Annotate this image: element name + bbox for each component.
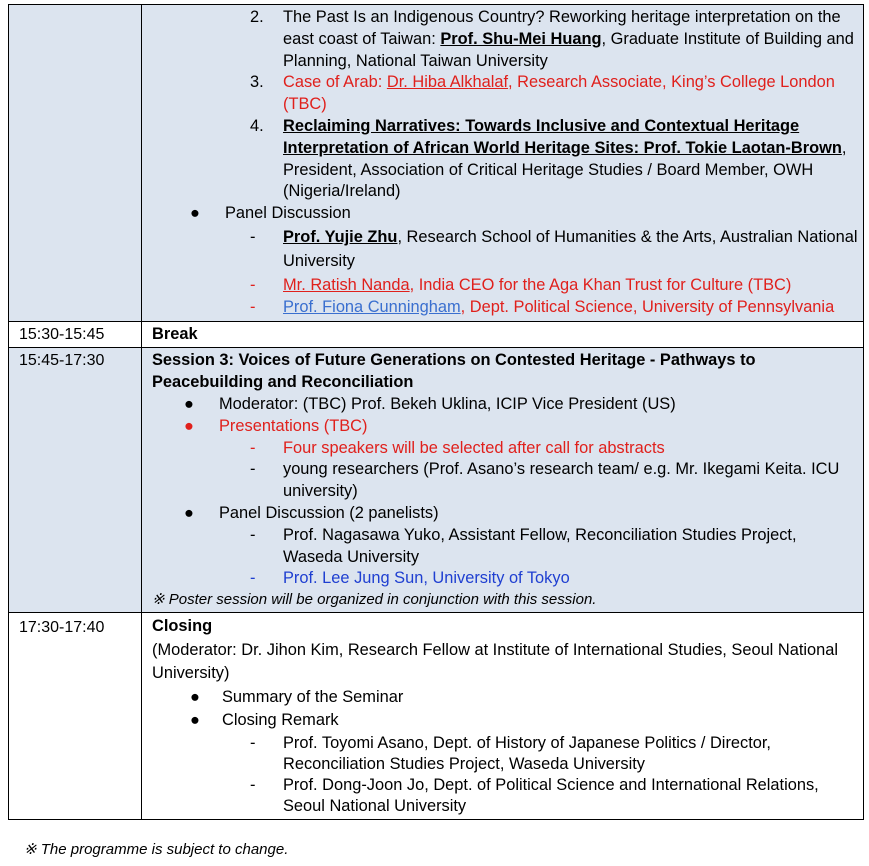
- time-cell: [9, 5, 142, 322]
- speaker-affiliation: , President, Association of Critical Heritage Studies / Board Member, OWH (Nigeria/Ireland): [283, 138, 847, 201]
- bullet-glyph: ●: [184, 416, 194, 435]
- panelist-affiliation: , Research School of Humanities & the Arts, Australian National University: [283, 227, 858, 270]
- dash-glyph: -: [250, 525, 256, 544]
- moderator-item: [152, 394, 859, 416]
- bullet-glyph: ●: [184, 394, 194, 413]
- dash-glyph: -: [250, 297, 256, 316]
- moderator-text: (Moderator: Dr. Jihon Kim, Research Fellow at Institute of International Studies, Seoul National University): [152, 640, 839, 683]
- panelist-item: [152, 275, 859, 297]
- panel-item: [152, 503, 859, 525]
- panelist-text: Prof. Lee Jung Sun, University of Tokyo: [283, 569, 570, 588]
- list-item: [152, 7, 859, 72]
- moderator-text: Moderator: (TBC) Prof. Bekeh Uklina, ICIP Vice President (US): [219, 394, 676, 413]
- poster-note: ※ Poster session will be organized in conjunction with this session.: [152, 591, 597, 609]
- panelist-name: Mr. Ratish Nanda: [283, 275, 410, 294]
- dash-glyph: -: [250, 227, 256, 246]
- panelist-item: [152, 297, 859, 319]
- bullet-glyph: ●: [190, 687, 200, 706]
- panelist-item: [152, 225, 859, 273]
- dash-glyph: -: [250, 460, 256, 479]
- closing-bullet: [152, 686, 859, 710]
- dash-glyph: -: [250, 438, 256, 457]
- panelist-text: Prof. Nagasawa Yuko, Assistant Fellow, Reconciliation Studies Project, Waseda University: [283, 525, 797, 566]
- presentations-text: Presentations (TBC): [219, 416, 368, 435]
- remark-item: [152, 733, 859, 775]
- presentation-sub-item: [152, 459, 859, 503]
- speaker-affiliation: , Graduate Institute of Building and Planning, National Taiwan University: [283, 29, 854, 70]
- list-item: [152, 72, 859, 116]
- item-title: Case of Arab:: [283, 73, 387, 92]
- sub-item-text: young researchers (Prof. Asano’s research team/ e.g. Mr. Ikegami Keita. ICU university): [283, 460, 840, 501]
- table-row: [9, 348, 864, 613]
- panel-label: Panel Discussion: [225, 204, 351, 223]
- time-cell: 17:30-17:40: [9, 613, 142, 820]
- closing-bullet: [152, 709, 859, 733]
- presentation-sub-item: [152, 438, 859, 460]
- dash-glyph: -: [250, 733, 256, 752]
- remark-text: Prof. Dong-Joon Jo, Dept. of Political Science and International Relations, Seoul National University: [283, 775, 819, 815]
- session-title: Break: [142, 321, 864, 348]
- programme-table: [8, 4, 864, 820]
- speaker-name: Prof. Shu-Mei Huang: [440, 29, 602, 48]
- list-item: [152, 116, 859, 203]
- panelist-name: Prof. Yujie Zhu: [283, 227, 398, 246]
- speaker-name: Dr. Hiba Alkhalaf: [386, 73, 509, 92]
- item-title: Reclaiming Narratives: Towards Inclusive and Contextual Heritage Interpretation of African World Heritage Sites: Prof. Tokie Laotan-Brown: [283, 116, 842, 157]
- session-title: Session 3: Voices of Future Generations on Contested Heritage - Pathways to Peacebuilding and Reconciliation: [152, 351, 756, 392]
- panelist-affiliation: , Dept. Political Science, University of Pennsylvania: [460, 297, 835, 316]
- content-cell: [142, 5, 864, 322]
- remark-item: [152, 775, 859, 817]
- panelist-affiliation: , India CEO for the Aga Khan Trust for Culture (TBC): [409, 275, 792, 294]
- panelist-item: [152, 525, 859, 569]
- item-number: 3.: [250, 73, 264, 92]
- sub-item-text: Four speakers will be selected after call for abstracts: [283, 438, 665, 457]
- table-row: [9, 321, 864, 348]
- bullet-text: Closing Remark: [222, 711, 339, 730]
- bullet-glyph: ●: [190, 204, 200, 223]
- item-title: The Past Is an Indigenous Country? Reworking heritage interpretation on the east coast of Taiwan:: [283, 8, 841, 48]
- table-row: [9, 5, 864, 322]
- table-row: [9, 613, 864, 820]
- session-title: Closing: [152, 617, 213, 636]
- bullet-glyph: ●: [190, 711, 200, 730]
- content-cell: [142, 613, 864, 820]
- presentations-item: [152, 416, 859, 438]
- bullet-glyph: ●: [184, 503, 194, 522]
- item-number: 2.: [250, 8, 264, 26]
- time-cell: 15:30-15:45: [9, 321, 142, 348]
- time-cell: 15:45-17:30: [9, 348, 142, 613]
- remark-text: Prof. Toyomi Asano, Dept. of History of Japanese Politics / Director, Reconciliation Studies Project, Waseda University: [283, 733, 771, 773]
- panelist-item: [152, 568, 859, 590]
- dash-glyph: -: [250, 775, 256, 794]
- bullet-text: Summary of the Seminar: [222, 687, 404, 706]
- dash-glyph: -: [250, 569, 256, 588]
- dash-glyph: -: [250, 275, 256, 294]
- panel-discussion: [152, 203, 859, 225]
- item-number: 4.: [250, 116, 264, 135]
- programme-footnote: ※ The programme is subject to change.: [24, 841, 289, 858]
- speaker-affiliation: , Research Associate, King’s College London (TBC): [283, 73, 835, 114]
- content-cell: [142, 348, 864, 613]
- panel-text: Panel Discussion (2 panelists): [219, 503, 439, 522]
- panelist-name[interactable]: Prof. Fiona Cunningham: [283, 297, 461, 316]
